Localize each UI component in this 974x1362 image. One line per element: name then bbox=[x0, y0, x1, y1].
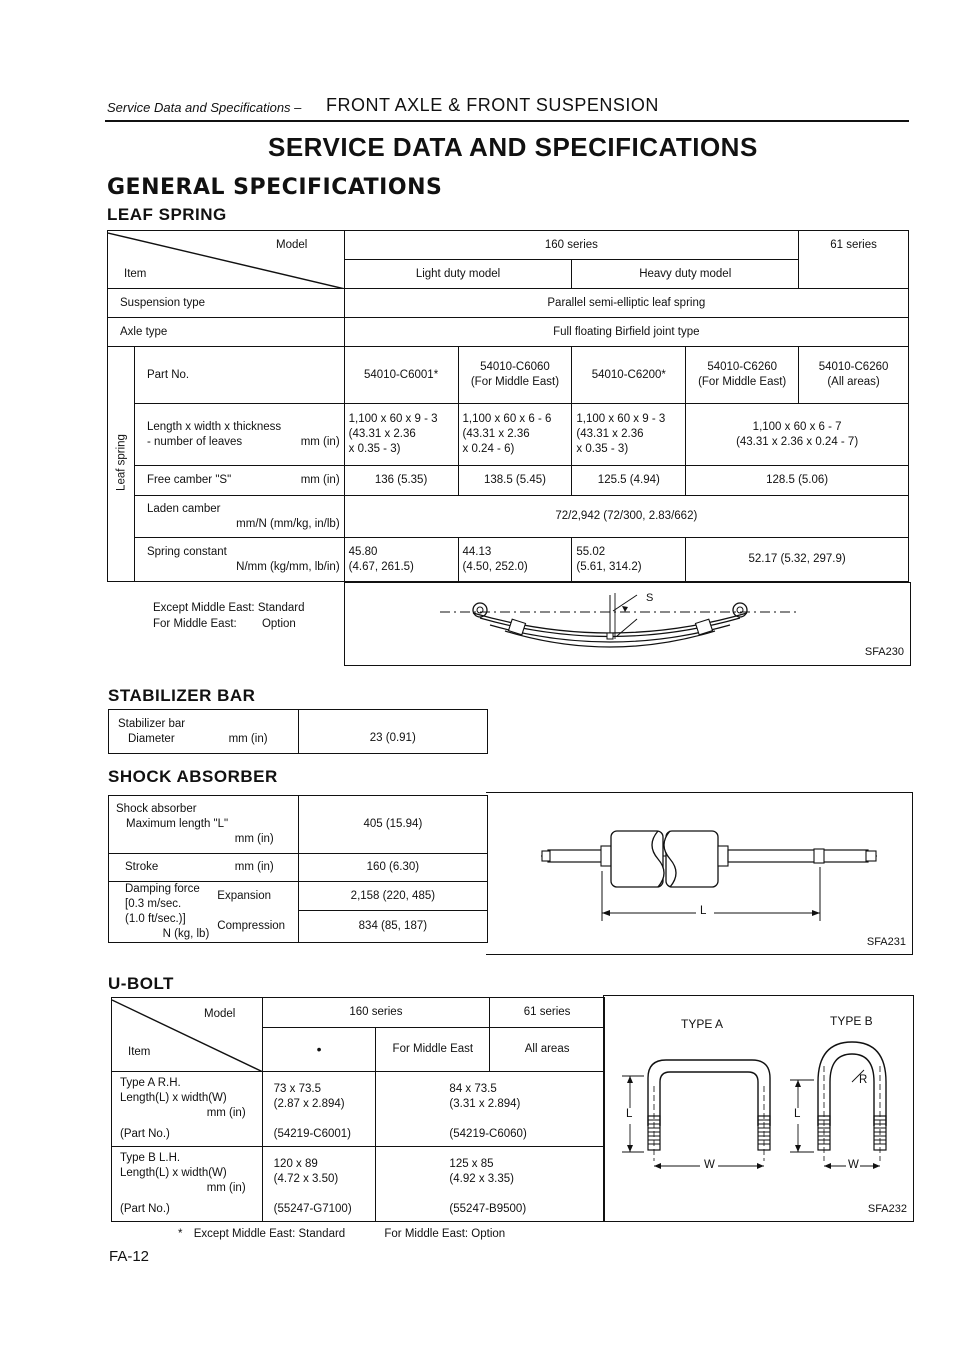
figure-s-label: S bbox=[646, 592, 654, 604]
part-no-value: 54010-C6060 bbox=[480, 361, 550, 373]
ubolt-model-item-header bbox=[112, 998, 263, 1072]
stabilizer-unit: mm (in) bbox=[228, 732, 268, 745]
footnote-star: * bbox=[178, 1228, 183, 1240]
ubolt-standard-col: • bbox=[262, 1028, 376, 1072]
stabilizer-label bbox=[109, 710, 299, 754]
free-camber-value: 125.5 (4.94) bbox=[572, 466, 686, 496]
spring-constant-label: Spring constant N/mm (kg/mm, lb/in) bbox=[134, 538, 344, 582]
figure-r-label: R bbox=[859, 1074, 868, 1086]
length-label bbox=[134, 404, 344, 466]
leaf-spring-notes bbox=[153, 600, 305, 632]
spring-constant-value: 44.13 (4.50, 252.0) bbox=[458, 538, 572, 582]
footnote-standard: Except Middle East: Standard bbox=[193, 1228, 346, 1240]
u-bolt-diagram-icon bbox=[604, 996, 912, 1220]
damping-force-label: Damping force [0.3 m/sec. (1.0 ft/sec.)] N (kg, lb) bbox=[109, 882, 214, 943]
note-value: Standard bbox=[257, 602, 305, 614]
footnote-option: For Middle East: Option bbox=[384, 1228, 506, 1240]
figure-code: SFA232 bbox=[867, 1203, 907, 1215]
part-no-cell bbox=[686, 347, 799, 404]
series-61-header: 61 series bbox=[799, 231, 909, 289]
type-b-label: Type B L.H. Length(L) x width(W) mm (in) (Part No.) bbox=[112, 1147, 263, 1222]
series-160-header: 160 series bbox=[344, 231, 798, 260]
leaf-spring-group-cell bbox=[108, 347, 135, 582]
note-value: Option bbox=[261, 618, 296, 630]
laden-camber-label: Laden camber mm/N (mm/kg, in/lb) bbox=[134, 496, 344, 538]
max-length-label: Shock absorber Maximum length "L" mm (in) bbox=[109, 796, 299, 854]
note-label: Except Middle East: bbox=[153, 602, 255, 614]
type-a-value: 84 x 73.5 (3.31 x 2.894) (54219-C6060) bbox=[376, 1072, 605, 1147]
model-label: Model bbox=[276, 239, 308, 251]
leaf-spring-figure bbox=[344, 582, 911, 666]
part-no-cell bbox=[458, 347, 572, 404]
page-number: FA-12 bbox=[109, 1248, 150, 1265]
length-cell: 1,100 x 60 x 6 - 7 (43.31 x 2.36 x 0.24 - 7) bbox=[686, 404, 909, 466]
figure-l-label: L bbox=[794, 1108, 801, 1120]
type-b-value: 120 x 89 (4.72 x 3.50) (55247-G7100) bbox=[262, 1147, 376, 1222]
shock-absorber-table bbox=[108, 795, 488, 943]
length-label-line2: - number of leaves bbox=[146, 435, 243, 448]
leaf-spring-group-label: Leaf spring bbox=[115, 434, 128, 491]
part-no-cell bbox=[344, 347, 458, 404]
u-bolt-table bbox=[111, 997, 605, 1222]
ubolt-middle-east-col: For Middle East bbox=[376, 1028, 490, 1072]
axle-type-value: Full floating Birfield joint type bbox=[344, 318, 908, 347]
stabilizer-value: 23 (0.91) bbox=[298, 710, 487, 754]
spring-constant-value: 45.80 (4.67, 261.5) bbox=[344, 538, 458, 582]
ubolt-series-160-header: 160 series bbox=[262, 998, 490, 1028]
expansion-label: Expansion bbox=[213, 882, 298, 911]
length-unit: mm (in) bbox=[300, 435, 340, 448]
u-bolt-heading: U-BOLT bbox=[108, 974, 174, 993]
part-no-note: (For Middle East) bbox=[698, 376, 787, 388]
max-length-value: 405 (15.94) bbox=[298, 796, 487, 854]
ubolt-all-areas-col: All areas bbox=[490, 1028, 605, 1072]
type-a-figure-label: TYPE A bbox=[681, 1017, 724, 1031]
part-no-note: (All areas) bbox=[827, 376, 880, 388]
compression-label: Compression bbox=[213, 911, 298, 943]
figure-l-label: L bbox=[626, 1108, 633, 1120]
header-section-label: Service Data and Specifications – bbox=[107, 100, 302, 115]
leaf-spring-heading: LEAF SPRING bbox=[107, 205, 227, 224]
general-specifications-heading: GENERAL SPECIFICATIONS bbox=[107, 175, 443, 200]
type-a-label: Type A R.H. Length(L) x width(W) mm (in) (Part No.) bbox=[112, 1072, 263, 1147]
figure-l-label: L bbox=[700, 905, 707, 917]
stabilizer-bar-table bbox=[108, 709, 488, 754]
leaf-spring-table bbox=[107, 230, 909, 582]
shock-absorber-diagram-icon bbox=[486, 793, 911, 953]
footnote bbox=[178, 1228, 505, 1240]
axle-type-label: Axle type bbox=[108, 318, 345, 347]
model-item-header bbox=[108, 231, 345, 289]
heavy-duty-header: Heavy duty model bbox=[572, 260, 799, 289]
ubolt-series-61-header: 61 series bbox=[490, 998, 605, 1028]
spring-constant-value: 52.17 (5.32, 297.9) bbox=[686, 538, 909, 582]
length-cell: 1,100 x 60 x 9 - 3 (43.31 x 2.36 x 0.35 - 3) bbox=[344, 404, 458, 466]
free-camber-value: 128.5 (5.06) bbox=[686, 466, 909, 496]
part-no-label: Part No. bbox=[134, 347, 344, 404]
part-no-value: 54010-C6200* bbox=[591, 368, 666, 381]
stroke-value: 160 (6.30) bbox=[298, 854, 487, 882]
stroke-label: Stroke mm (in) bbox=[109, 854, 299, 882]
stabilizer-label-line2: Diameter bbox=[128, 732, 175, 745]
type-b-value: 125 x 85 (4.92 x 3.35) (55247-B9500) bbox=[376, 1147, 605, 1222]
leaf-spring-diagram-icon bbox=[345, 583, 909, 665]
figure-w-label: W bbox=[848, 1159, 859, 1171]
figure-code: SFA230 bbox=[864, 646, 904, 658]
part-no-value: 54010-C6001* bbox=[364, 368, 439, 381]
compression-value: 834 (85, 187) bbox=[298, 911, 487, 943]
spring-constant-value: 55.02 (5.61, 314.2) bbox=[572, 538, 686, 582]
diagonal-divider-icon bbox=[112, 998, 263, 1072]
part-no-value: 54010-C6260 bbox=[818, 361, 889, 373]
figure-w-label: W bbox=[704, 1159, 715, 1171]
expansion-value: 2,158 (220, 485) bbox=[298, 882, 487, 911]
header-rule bbox=[105, 120, 909, 122]
header-chapter-title: FRONT AXLE & FRONT SUSPENSION bbox=[326, 95, 659, 115]
stabilizer-label-line1: Stabilizer bar bbox=[118, 717, 186, 730]
stabilizer-bar-heading: STABILIZER BAR bbox=[108, 686, 256, 705]
free-camber-value: 138.5 (5.45) bbox=[458, 466, 572, 496]
part-no-cell bbox=[572, 347, 686, 404]
part-no-value: 54010-C6260 bbox=[707, 361, 778, 373]
free-camber-label: Free camber "S" mm (in) bbox=[134, 466, 344, 496]
light-duty-header: Light duty model bbox=[344, 260, 572, 289]
length-cell: 1,100 x 60 x 6 - 6 (43.31 x 2.36 x 0.24 - 6) bbox=[458, 404, 572, 466]
length-cell: 1,100 x 60 x 9 - 3 (43.31 x 2.36 x 0.35 - 3) bbox=[572, 404, 686, 466]
model-label: Model bbox=[204, 1008, 236, 1020]
shock-absorber-heading: SHOCK ABSORBER bbox=[108, 767, 278, 786]
note-label: For Middle East: bbox=[153, 618, 237, 630]
u-bolt-figure bbox=[603, 995, 914, 1222]
suspension-type-label: Suspension type bbox=[108, 289, 345, 318]
item-label: Item bbox=[124, 268, 147, 280]
part-no-cell bbox=[799, 347, 909, 404]
item-label: Item bbox=[128, 1046, 151, 1058]
free-camber-value: 136 (5.35) bbox=[344, 466, 458, 496]
type-a-value: 73 x 73.5 (2.87 x 2.894) (54219-C6001) bbox=[262, 1072, 376, 1147]
length-label-line1: Length x width x thickness bbox=[146, 420, 282, 433]
page-title: SERVICE DATA AND SPECIFICATIONS bbox=[268, 132, 758, 162]
suspension-type-value: Parallel semi-elliptic leaf spring bbox=[344, 289, 908, 318]
part-no-note: (For Middle East) bbox=[470, 376, 560, 388]
type-b-figure-label: TYPE B bbox=[830, 1014, 873, 1028]
laden-camber-value: 72/2,942 (72/300, 2.83/662) bbox=[344, 496, 908, 538]
figure-code: SFA231 bbox=[866, 936, 906, 948]
shock-absorber-figure bbox=[486, 792, 913, 955]
